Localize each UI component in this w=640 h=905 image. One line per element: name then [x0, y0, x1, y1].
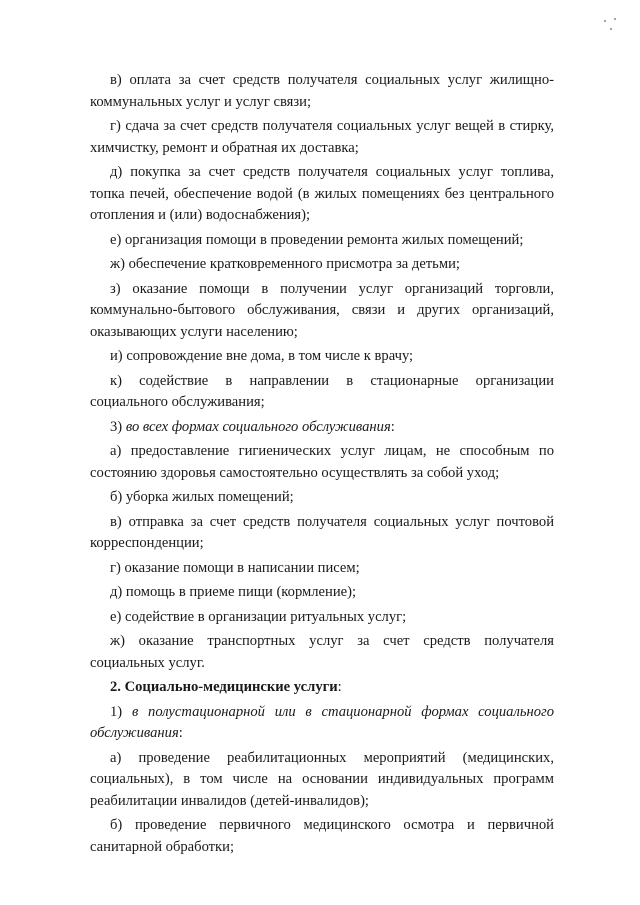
paragraph-inpatient-referral: к) содействие в направлении в стационарные организации социального обслуживания; [90, 372, 554, 410]
paragraph-medical-exam: б) проведение первичного медицинского осмотра и первичной санитарной обработки; [90, 817, 554, 855]
paragraph-laundry: г) сдача за счет средств получателя социальных услуг вещей в стирку, химчистку, ремонт и обратная их доставка; [90, 118, 554, 156]
paragraph-transport: ж) оказание транспортных услуг за счет средств получателя социальных услуг. [90, 633, 554, 671]
paragraph-rehabilitation: а) проведение реабилитационных мероприятий (медицинских, социальных), в том числе на основании индивидуальных программ реабилитации инвалидов (детей-инвалидов); [90, 749, 554, 809]
subsection-title-2: в полустационарной или в стационарной формах социального обслуживания [90, 703, 555, 741]
paragraph-fuel-water: д) покупка за счет средств получателя социальных услуг топлива, топка печей, обеспечение водой (в жилых помещениях без центрального отопления и (или) водоснабжения); [90, 164, 554, 223]
subsection-colon-2: : [178, 725, 183, 741]
section-title: 2. Социально-медицинские услуги [110, 679, 338, 695]
paragraph-trade-services: з) оказание помощи в получении услуг организаций торговли, коммунально-бытового обслуживания, связи и других организаций, оказывающих услуги населению; [90, 280, 554, 340]
paragraph-utilities-payment: в) оплата за счет средств получателя социальных услуг жилищно-коммунальных услуг и услуг связи; [90, 72, 554, 110]
paragraph-hygiene: а) предоставление гигиенических услуг лицам, не способным по состоянию здоровья самостоятельно осуществлять за собой уход; [90, 443, 554, 481]
paragraph-cleaning: б) уборка жилых помещений; [110, 489, 294, 505]
subsection-number: 3) [110, 418, 123, 435]
scan-specks [604, 18, 618, 32]
paragraph-repair-help: е) организация помощи в проведении ремонта жилых помещений; [110, 231, 524, 248]
subsection-title: во всех формах социального обслуживания [125, 418, 391, 435]
section-heading [90, 677, 554, 699]
subsection-semi-stationary [90, 702, 554, 745]
paragraph-letters: г) оказание помощи в написании писем; [110, 559, 360, 576]
paragraph-feeding: д) помощь в приеме пищи (кормление); [110, 584, 357, 600]
document-page [90, 70, 554, 861]
subsection-number-2: 1) [110, 703, 123, 720]
subsection-colon: : [390, 418, 395, 435]
paragraph-child-supervision: ж) обеспечение кратковременного присмотра за детьми; [110, 256, 460, 272]
section-colon: : [337, 679, 342, 695]
paragraph-funeral: е) содействие в организации ритуальных услуг; [110, 608, 407, 625]
paragraph-mail: в) отправка за счет средств получателя социальных услуг почтовой корреспонденции; [90, 513, 554, 551]
subsection-all-forms [90, 417, 554, 439]
paragraph-escort: и) сопровождение вне дома, в том числе к врачу; [110, 348, 414, 364]
